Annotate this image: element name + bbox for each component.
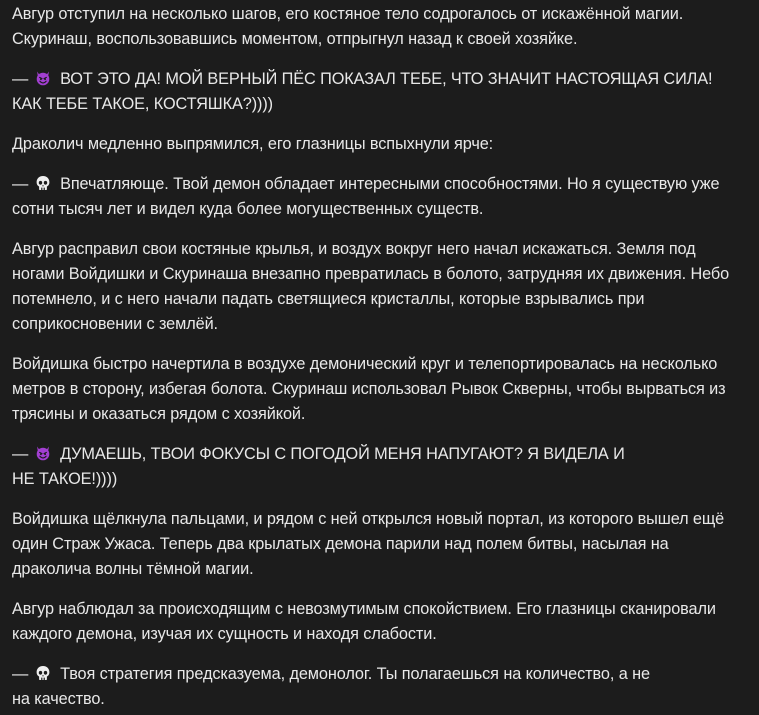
narration-paragraph: Войдишка быстро начертила в воздухе демонический круг и телепортировалась на несколько метров в сторону, избегая болота. Скуринаш использовал Рывок Скверны, чтобы вырваться из трясины и оказаться рядом с хозяйкой. (12, 355, 726, 423)
speech-paragraph (12, 172, 739, 222)
dialogue-dash: — (12, 175, 29, 193)
skull-icon (35, 175, 51, 191)
devil-icon (35, 70, 51, 86)
narration-paragraph: Авгур расправил свои костяные крылья, и воздух вокруг него начал искажаться. Земля под ногами Войдишки и Скуринаша внезапно превратилась в болото, затрудняя их движения. Небо потемнело, и с него начали падать светящиеся кристаллы, которые взрывались при соприкосновении с землёй. (12, 240, 730, 333)
dialogue-dash: — (12, 445, 29, 463)
chat-message-body (0, 2, 759, 715)
speech-text-line-1: ДУМАЕШЬ, ТВОИ ФОКУСЫ С ПОГОДОЙ МЕНЯ НАПУГАЮТ? Я ВИДЕЛА И (60, 445, 625, 463)
speech-text: ВОТ ЭТО ДА! МОЙ ВЕРНЫЙ ПЁС ПОКАЗАЛ ТЕБЕ, ЧТО ЗНАЧИТ НАСТОЯЩАЯ СИЛА! КАК ТЕБЕ ТАКОЕ, КОСТЯШКА?)))) (12, 70, 713, 113)
devil-icon (35, 445, 51, 461)
speech-paragraph (12, 662, 739, 712)
narration-paragraph: Авгур наблюдал за происходящим с невозмутимым спокойствием. Его глазницы сканировали каждого демона, изучая их сущность и находя слабости. (12, 600, 716, 643)
speech-paragraph (12, 442, 739, 492)
speech-text: Впечатляюще. Твой демон обладает интересными способностями. Но я существую уже сотни тысяч лет и видел куда более могущественных существ. (12, 175, 720, 218)
narration-paragraph: Авгур отступил на несколько шагов, его костяное тело содрогалось от искажённой магии. Скуринаш, воспользовавшись моментом, отпрыгнул назад к своей хозяйке. (12, 5, 684, 48)
skull-icon (35, 665, 51, 681)
speech-text-line-1: Твоя стратегия предсказуема, демонолог. Ты полагаешься на количество, а не (60, 665, 650, 683)
dialogue-dash: — (12, 665, 29, 683)
speech-paragraph (12, 67, 739, 117)
speech-text-line-2: на качество. (12, 690, 105, 708)
speech-text-line-2: НЕ ТАКОЕ!)))) (12, 470, 118, 488)
narration-paragraph: Войдишка щёлкнула пальцами, и рядом с ней открылся новый портал, из которого вышел ещё один Страж Ужаса. Теперь два крылатых демона парили над полем битвы, насылая на драколича волны тёмной магии. (12, 510, 725, 578)
narration-paragraph: Драколич медленно выпрямился, его глазницы вспыхнули ярче: (12, 135, 494, 153)
dialogue-dash: — (12, 70, 29, 88)
